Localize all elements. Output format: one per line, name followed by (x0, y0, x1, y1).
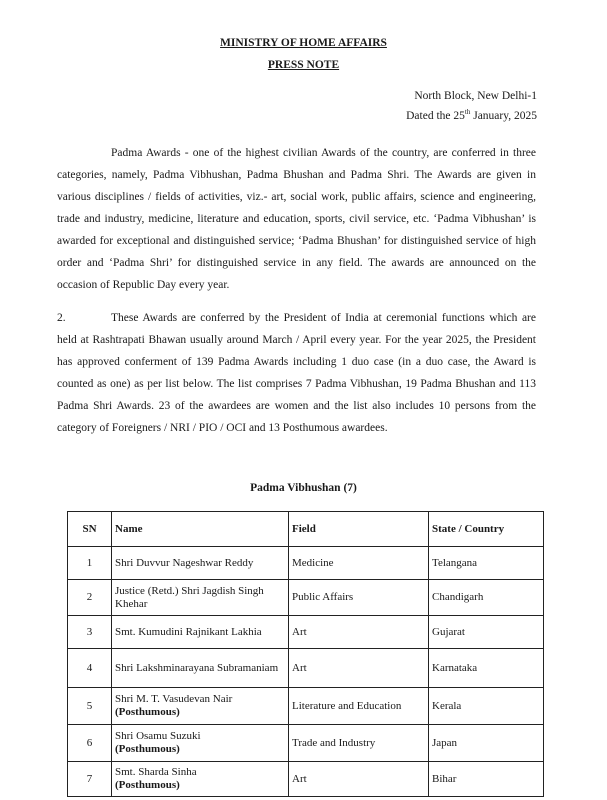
press-note-title: PRESS NOTE (267, 59, 340, 71)
paragraph-1: Padma Awards - one of the highest civilian Awards of the country, are conferred in three categories, namely, Padma Vibhushan, Padma Bhushan and Padma Shri. The Awards are given in various disciplines / fields of activities, viz.- art, social work, public affairs, science and engineering, trade and industry, medicine, literature and education, sports, civil service, etc. ‘Padma Vibhushan’ is awarded for exceptional and distinguished service; ‘Padma Bhushan’ for distinguished service of high order and ‘Padma Shri’ for distinguished service in any field. The awards are announced on the occasion of Republic Day every year. (57, 147, 536, 291)
table-row (68, 725, 544, 762)
cell-name (112, 725, 289, 762)
cell-field: Art (289, 762, 429, 797)
ministry-title: MINISTRY OF HOME AFFAIRS (220, 37, 387, 49)
cell-name (112, 649, 289, 688)
cell-name (112, 580, 289, 616)
cell-sn: 3 (68, 616, 112, 649)
cell-field: Art (289, 616, 429, 649)
posthumous-label: (Posthumous) (115, 779, 180, 791)
awardee-name: Justice (Retd.) Shri Jagdish Singh Khehar (115, 584, 264, 610)
header-field: Field (289, 512, 429, 547)
cell-field: Art (289, 649, 429, 688)
header-name: Name (112, 512, 289, 547)
cell-state: Gujarat (429, 616, 544, 649)
cell-field: Literature and Education (289, 688, 429, 725)
table-row (68, 616, 544, 649)
awardee-name: Shri Duvvur Nageshwar Reddy (115, 556, 254, 569)
posthumous-label: (Posthumous) (115, 743, 180, 755)
cell-name (112, 762, 289, 797)
cell-field: Public Affairs (289, 580, 429, 616)
paragraph-2-text: These Awards are conferred by the President of India at ceremonial functions which are held at Rashtrapati Bhawan usually around March / April every year. For the year 2025, the President has approved conferment of 139 Padma Awards including 1 duo case (in a duo case, the Award is counted as one) as per list below. The list comprises 7 Padma Vibhushan, 19 Padma Bhushan and 113 Padma Shri Awards. 23 of the awardees are women and the list also includes 10 persons from the category of Foreigners / NRI / PIO / OCI and 13 Posthumous awardees. (57, 312, 536, 434)
cell-name (112, 547, 289, 580)
table-row (68, 762, 544, 797)
awardee-name: Smt. Sharda Sinha (115, 766, 197, 778)
cell-sn: 7 (68, 762, 112, 797)
padma-vibhushan-table (67, 511, 544, 797)
cell-state: Karnataka (429, 649, 544, 688)
cell-sn: 2 (68, 580, 112, 616)
cell-sn: 1 (68, 547, 112, 580)
date-suffix: January, 2025 (470, 110, 537, 122)
header-state: State / Country (429, 512, 544, 547)
header-sn: SN (68, 512, 112, 547)
posthumous-label: (Posthumous) (115, 706, 180, 718)
cell-sn: 4 (68, 649, 112, 688)
table-row (68, 547, 544, 580)
cell-state: Bihar (429, 762, 544, 797)
table-row (68, 580, 544, 616)
cell-state: Telangana (429, 547, 544, 580)
awardee-name: Shri Lakshminarayana Subramaniam (115, 661, 279, 674)
cell-state: Kerala (429, 688, 544, 725)
table-row (68, 688, 544, 725)
cell-field: Medicine (289, 547, 429, 580)
date-line (406, 110, 537, 122)
cell-name (112, 688, 289, 725)
table-header-row (68, 512, 544, 547)
paragraph-2-number: 2. (57, 312, 66, 324)
date-prefix: Dated the 25 (406, 110, 465, 122)
paragraph-2 (57, 307, 536, 439)
awardee-name: Shri M. T. Vasudevan Nair (115, 693, 233, 705)
table-title: Padma Vibhushan (7) (250, 482, 357, 494)
date-ordinal: th (464, 108, 471, 117)
table-row (68, 649, 544, 688)
address-line: North Block, New Delhi-1 (414, 90, 537, 102)
cell-name (112, 616, 289, 649)
awardee-name: Smt. Kumudini Rajnikant Lakhia (115, 625, 262, 638)
cell-state: Chandigarh (429, 580, 544, 616)
cell-state: Japan (429, 725, 544, 762)
cell-field: Trade and Industry (289, 725, 429, 762)
cell-sn: 6 (68, 725, 112, 762)
cell-sn: 5 (68, 688, 112, 725)
awardee-name: Shri Osamu Suzuki (115, 730, 201, 742)
